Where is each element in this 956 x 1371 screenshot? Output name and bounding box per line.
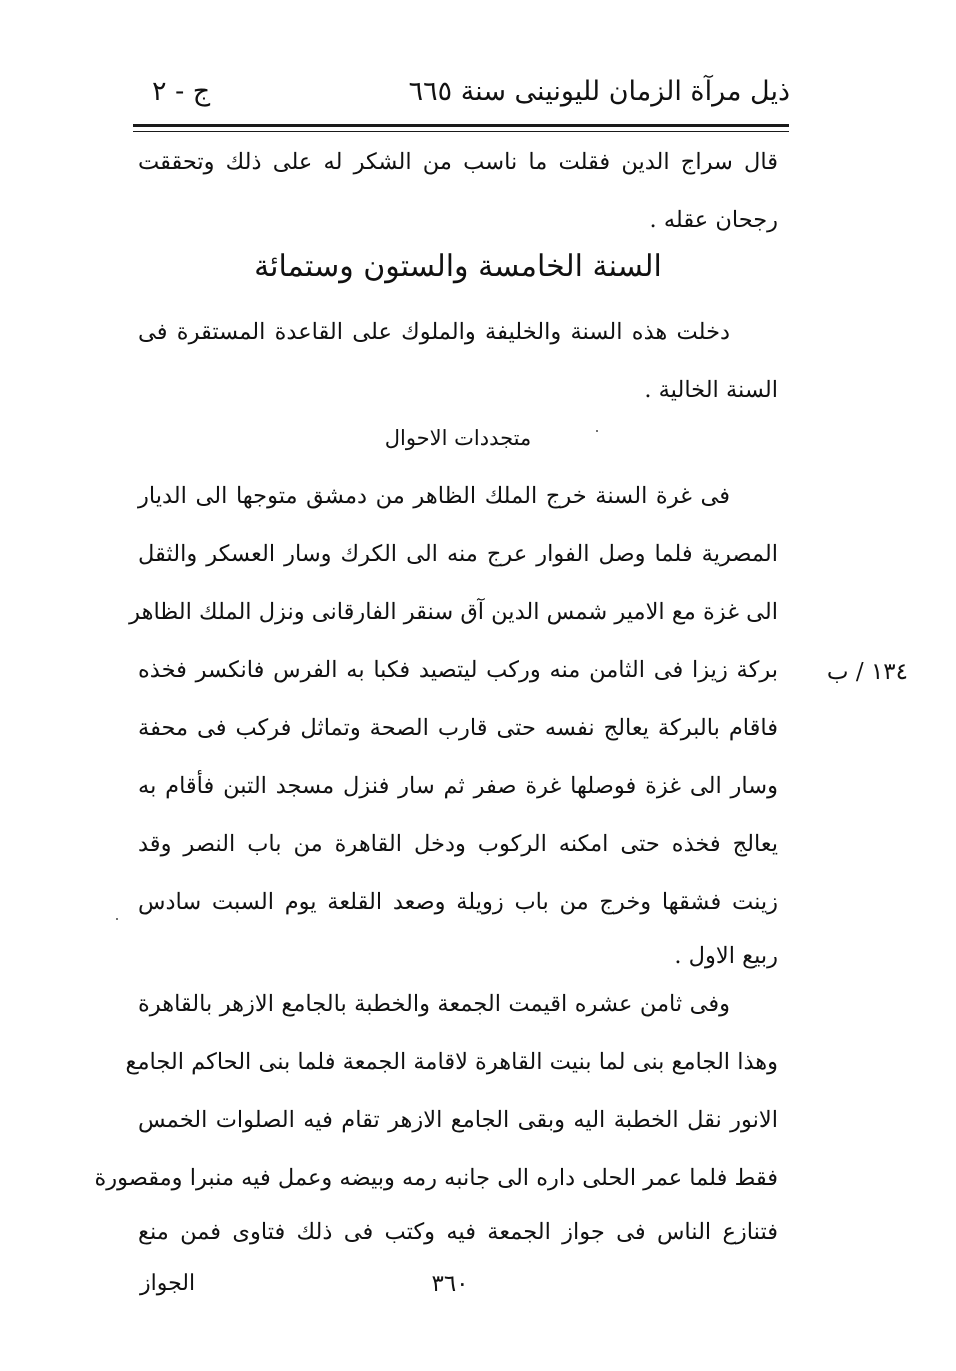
text-line: فى غرة السنة خرج الملك الظاهر من دمشق متوجها الى الديار [138,483,730,509]
running-head [140,70,790,114]
text-line: الانور نقل الخطبة اليه وبقى الجامع الازهر تقام فيه الصلوات الخمس [138,1107,778,1133]
page-number: ٣٦٠ [431,1271,469,1297]
text-line: وهذا الجامع بنى لما بنيت القاهرة لاقامة الجمعة فلما بنى الحاكم الجامع [125,1049,778,1075]
running-head-part-number: ج - ٢ [152,76,211,107]
text-line: فقط فلما عمر الحلى داره الى جانبه رمه وبيضه وعمل فيه منبرا ومقصورة [94,1165,778,1191]
catchword: الجواز [140,1271,196,1296]
text-line: بركة زيزا فى الثامن منه وركب ليتصيد فكبا به الفرس فانكسر فخذه [138,657,778,683]
running-head-title: ذيل مرآة الزمان لليونينى سنة ٦٦٥ [408,76,790,107]
text-line: وفى ثامن عشره اقيمت الجمعة والخطبة بالجامع الازهر بالقاهرة [138,991,730,1017]
text-line: فاقام بالبركة يعالج نفسه حتى قارب الصحة وتماثل فركب فى محفة [138,715,778,741]
text-line: ربيع الاول . [674,943,778,969]
text-line: يعالج فخذه حتى امكنه الركوب ودخل القاهرة من باب النصر وقد [138,831,778,857]
text-line: المصرية فلما وصل الفوار عرج منه الى الكرك وسار العسكر والثقل [138,541,778,567]
section-heading: متجددات الاحوال [384,426,532,450]
text-line: رجحان عقله . [649,207,778,233]
text-line: الى غزة مع الامير شمس الدين آق سنقر الفارقانى ونزل الملك الظاهر [129,599,778,625]
text-line: فتنازع الناس فى جواز الجمعة فيه وكتب فى ذلك فتاوى فمن منع [138,1219,778,1245]
header-rule [133,124,789,127]
text-line: وسار الى غزة فوصلها غرة صفر ثم سار فنزل مسجد التبن فأقام به [138,773,778,799]
year-heading: السنة الخامسة والستون وستمائة [254,249,662,284]
text-line: زينت فشقها وخرج من باب زويلة وصعد القلعة يوم السبت سادس [138,889,778,915]
text-line: دخلت هذه السنة والخليفة والملوك على القاعدة المستقرة فى [138,319,730,345]
header-rule-thin [133,131,789,132]
ink-speck [116,918,118,920]
folio-margin-note: ١٣٤ / ب [826,659,908,685]
text-line: قال سراج الدين فقلت ما ناسب من الشكر له على ذلك وتحققت [138,149,778,175]
text-line: السنة الخالية . [644,377,778,403]
ink-speck [596,430,598,432]
